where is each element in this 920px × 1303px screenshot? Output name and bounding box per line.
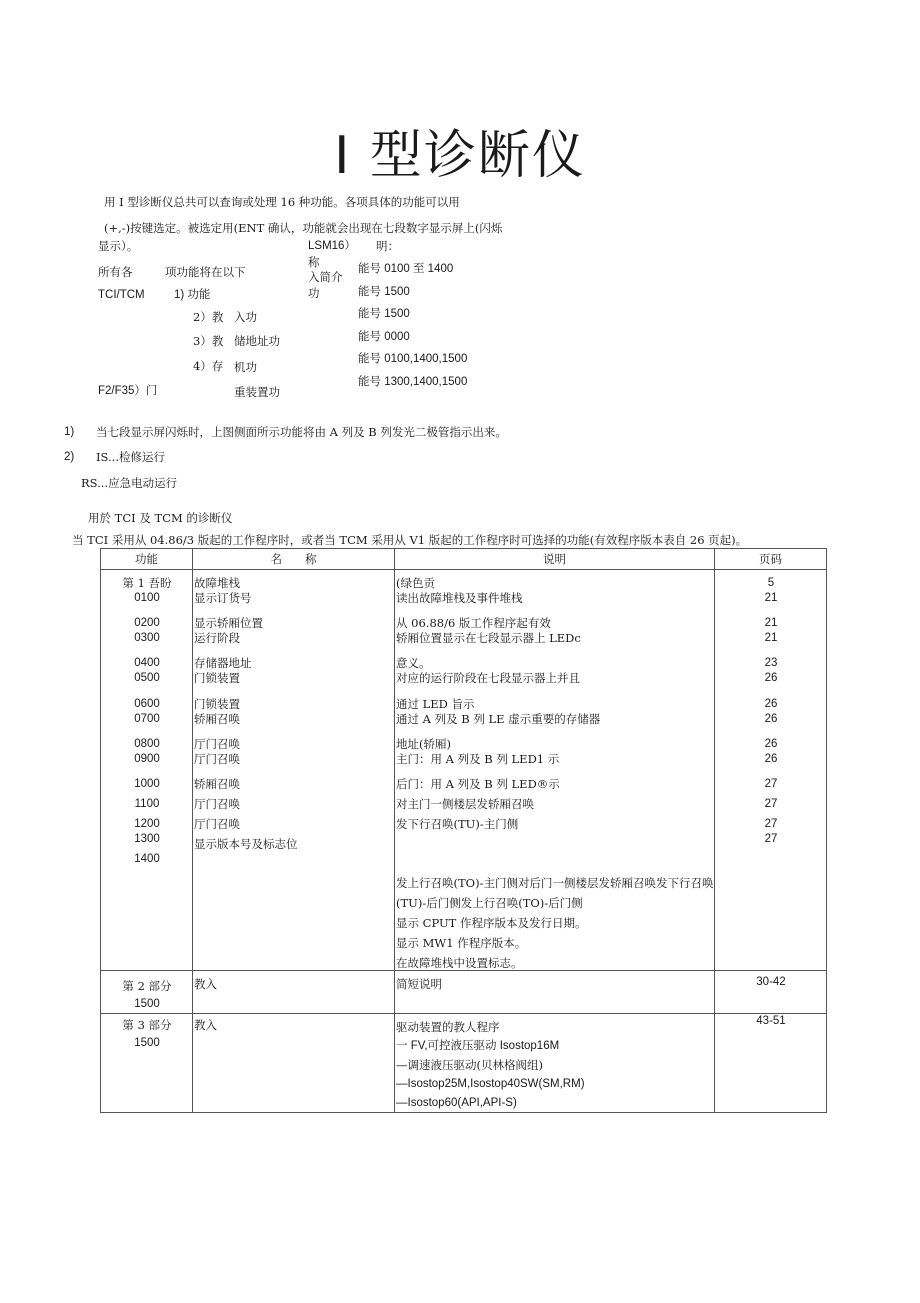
overview-ming: 明： <box>376 239 399 253</box>
overview-code-6: 能号 1300,1400,1500 <box>358 376 468 388</box>
func-name: 轿厢召唤 <box>194 777 240 791</box>
func-name: 厅门召唤 <box>194 737 240 751</box>
func-code: 1300 <box>134 833 160 845</box>
func-code: 0900 <box>134 753 160 765</box>
func-description: 通过 A 列及 B 列 LE 虚示重要的存储器 <box>396 712 601 726</box>
func-description: 地址(轿厢) <box>396 737 451 751</box>
func-name: 教入 <box>194 977 217 991</box>
page-number: 43-51 <box>756 1015 786 1027</box>
note-3-text: RS...应急电动运行 <box>81 476 178 490</box>
part-1-label: 第 1 吾盼 <box>122 576 172 590</box>
overview-code-5: 能号 0100,1400,1500 <box>358 353 468 365</box>
header-page: 页码 <box>715 549 827 570</box>
overview-item-4a: 4）存 <box>193 359 224 373</box>
func-description: 发下行召唤(TU)-主门侧 <box>396 817 519 831</box>
overview-code-4: 能号 0000 <box>358 331 410 343</box>
overview-rujian: 入简介 <box>308 270 343 284</box>
part-3-name-cell <box>193 1014 395 1113</box>
func-name: 轿厢召唤 <box>194 712 240 726</box>
part-3-page-cell <box>715 1014 827 1113</box>
func-name: 门锁装置 <box>194 671 240 685</box>
func-code: 0200 <box>134 617 160 629</box>
func-description: 意义。 <box>396 656 431 670</box>
func-description: 通过 LED 旨示 <box>396 697 475 711</box>
overview-cheng: 称 <box>308 255 320 269</box>
func-code: 1500 <box>134 1037 160 1049</box>
overview-f2: F2/F35）门 <box>98 385 158 397</box>
page-number: 30-42 <box>756 976 786 988</box>
part-3-description-cell <box>395 1014 715 1113</box>
func-code: 0500 <box>134 672 160 684</box>
overview-item-4b: 机功 <box>234 360 257 374</box>
overview-item-3b: 储地址功 <box>234 334 280 348</box>
func-description: 驱动装置的教人程序 <box>396 1020 500 1034</box>
func-description: 简短说明 <box>396 977 442 991</box>
func-description: 显示 CPUT 作程序版本及发行日期。 <box>396 916 587 930</box>
table-row-part-2 <box>101 971 827 1014</box>
func-description: 对主门一侧楼层发轿厢召唤 <box>396 797 534 811</box>
header-description: 说明 <box>395 549 715 570</box>
func-name: 门锁装置 <box>194 697 240 711</box>
part-2-page-cell <box>715 971 827 1014</box>
part-2-name-cell <box>193 971 395 1014</box>
func-description: 一 FV,可控液压驱动 Isostop16M <box>396 1040 560 1052</box>
func-name: 教入 <box>194 1018 217 1032</box>
func-description: 主门：用 A 列及 B 列 LED1 示 <box>396 752 560 766</box>
func-description: (绿色贡 <box>396 576 435 590</box>
section-heading: 用於 TCI 及 TCM 的诊断仪 <box>88 511 233 525</box>
part-1-name-cell <box>193 570 395 971</box>
page-number: 23 <box>764 657 778 669</box>
func-description: 在故障堆栈中设置标志。 <box>396 956 523 970</box>
table-row-part-1 <box>101 570 827 971</box>
overview-suoyouge: 所有各 <box>98 265 133 279</box>
func-description: —调速液压驱动(贝林格阀组) <box>396 1058 543 1072</box>
overview-xiang: 项功能将在以下 <box>165 265 246 279</box>
func-name: 运行阶段 <box>194 631 240 645</box>
func-name: 存储器地址 <box>194 656 252 670</box>
note-2-number: 2) <box>64 451 75 463</box>
func-name: 厅门召唤 <box>194 752 240 766</box>
page-number: 21 <box>764 617 778 629</box>
page-number: 26 <box>764 738 778 750</box>
part-1-function-cell <box>101 570 193 971</box>
page-number: 21 <box>764 592 778 604</box>
overview-chongzhuang: 重装置功 <box>234 385 280 399</box>
page-number: 21 <box>764 632 778 644</box>
page-number: 5 <box>767 577 775 589</box>
table-header-row <box>101 549 827 570</box>
part-1-page-cell <box>715 570 827 971</box>
func-code: 0100 <box>134 592 160 604</box>
overview-code-3: 能号 1500 <box>358 308 410 320</box>
func-name: 厅门召唤 <box>194 817 240 831</box>
intro-line-3: 显示）。 <box>98 239 139 253</box>
func-code: 1200 <box>134 818 160 830</box>
func-description: 对应的运行阶段在七段显示器上并且 <box>396 671 580 685</box>
table-row-part-3 <box>101 1014 827 1113</box>
function-table <box>100 548 827 1113</box>
func-description: —Isostop25M,Isostop40SW(SM,RM) <box>396 1078 585 1090</box>
func-description: 读出故障堆栈及事件堆栈 <box>396 591 523 605</box>
intro-line-1: 用 I 型诊断仪总共可以查询或处理 16 种功能。各项具体的功能可以用 <box>104 195 460 209</box>
func-code: 0800 <box>134 738 160 750</box>
func-code: 1500 <box>134 998 160 1010</box>
func-description: 后门：用 A 列及 B 列 LED®示 <box>396 777 560 791</box>
header-name: 名 称 <box>193 549 395 570</box>
document-title: I 型诊断仪 <box>334 126 586 186</box>
func-code: 0600 <box>134 698 160 710</box>
note-1-number: 1) <box>64 426 75 438</box>
part-2-function-cell <box>101 971 193 1014</box>
intro-line-2: (+,-)按键选定。被选定用(ENT 确认，功能就会出现在七段数字显示屏上(闪烁 <box>104 221 503 235</box>
part-2-label: 第 2 部分 <box>122 979 172 993</box>
section-description: 当 TCI 采用从 04.86/3 版起的工作程序时，或者当 TCM 采用从 V1 版起的工作程序时可选择的功能(有效程序版本表自 26 页起)。 <box>72 533 748 547</box>
overview-item-2b: 入功 <box>234 310 257 324</box>
overview-item-2a: 2）教 <box>193 310 224 324</box>
overview-lsm: LSM16） <box>308 240 356 252</box>
overview-gong: 功 <box>308 286 320 300</box>
func-code: 0700 <box>134 713 160 725</box>
part-3-function-cell <box>101 1014 193 1113</box>
func-name: 故障堆栈 <box>194 576 240 590</box>
func-code: 1400 <box>134 853 160 865</box>
page-number: 26 <box>764 698 778 710</box>
overview-tcitcm: TCI/TCM <box>98 289 145 301</box>
func-name: 厅门召唤 <box>194 797 240 811</box>
func-description: 从 06.88/6 版工作程序起有效 <box>396 616 551 630</box>
func-name: 显示订货号 <box>194 591 252 605</box>
overview-item-3a: 3）教 <box>193 334 224 348</box>
func-code: 1000 <box>134 778 160 790</box>
func-code: 0400 <box>134 657 160 669</box>
func-description: 发上行召唤(TO)-主门侧对后门一侧楼层发轿厢召唤发下行召唤 <box>396 876 714 890</box>
func-description: —Isostop60(API,API-S) <box>396 1097 517 1109</box>
header-function: 功能 <box>101 549 193 570</box>
func-code: 0300 <box>134 632 160 644</box>
part-3-label: 第 3 部分 <box>122 1018 172 1032</box>
func-description: 轿厢位置显示在七段显示器上 LEDc <box>396 631 581 645</box>
part-2-description-cell <box>395 971 715 1014</box>
page-number: 26 <box>764 672 778 684</box>
note-1-text: 当七段显示屏闪烁时，上图侧面所示功能将由 A 列及 B 列发光二极管指示出来。 <box>96 425 507 439</box>
overview-item-1: 1) 功能 <box>174 289 211 301</box>
page-number: 27 <box>764 798 778 810</box>
func-code: 1100 <box>134 798 160 810</box>
func-name: 显示版本号及标志位 <box>194 837 298 851</box>
func-description: (TU)-后门侧发上行召唤(TO)-后门侧 <box>396 896 583 910</box>
overview-code-2: 能号 1500 <box>358 286 410 298</box>
page-number: 27 <box>764 833 778 845</box>
overview-code-1: 能号 0100 至 1400 <box>358 263 454 275</box>
part-1-description-cell <box>395 570 715 971</box>
note-2-text: IS...检修运行 <box>96 450 165 464</box>
page-number: 26 <box>764 753 778 765</box>
page-number: 27 <box>764 818 778 830</box>
func-name: 显示轿厢位置 <box>194 616 263 630</box>
func-description: 显示 MW1 作程序版本。 <box>396 936 527 950</box>
page-number: 26 <box>764 713 778 725</box>
page-number: 27 <box>764 778 778 790</box>
